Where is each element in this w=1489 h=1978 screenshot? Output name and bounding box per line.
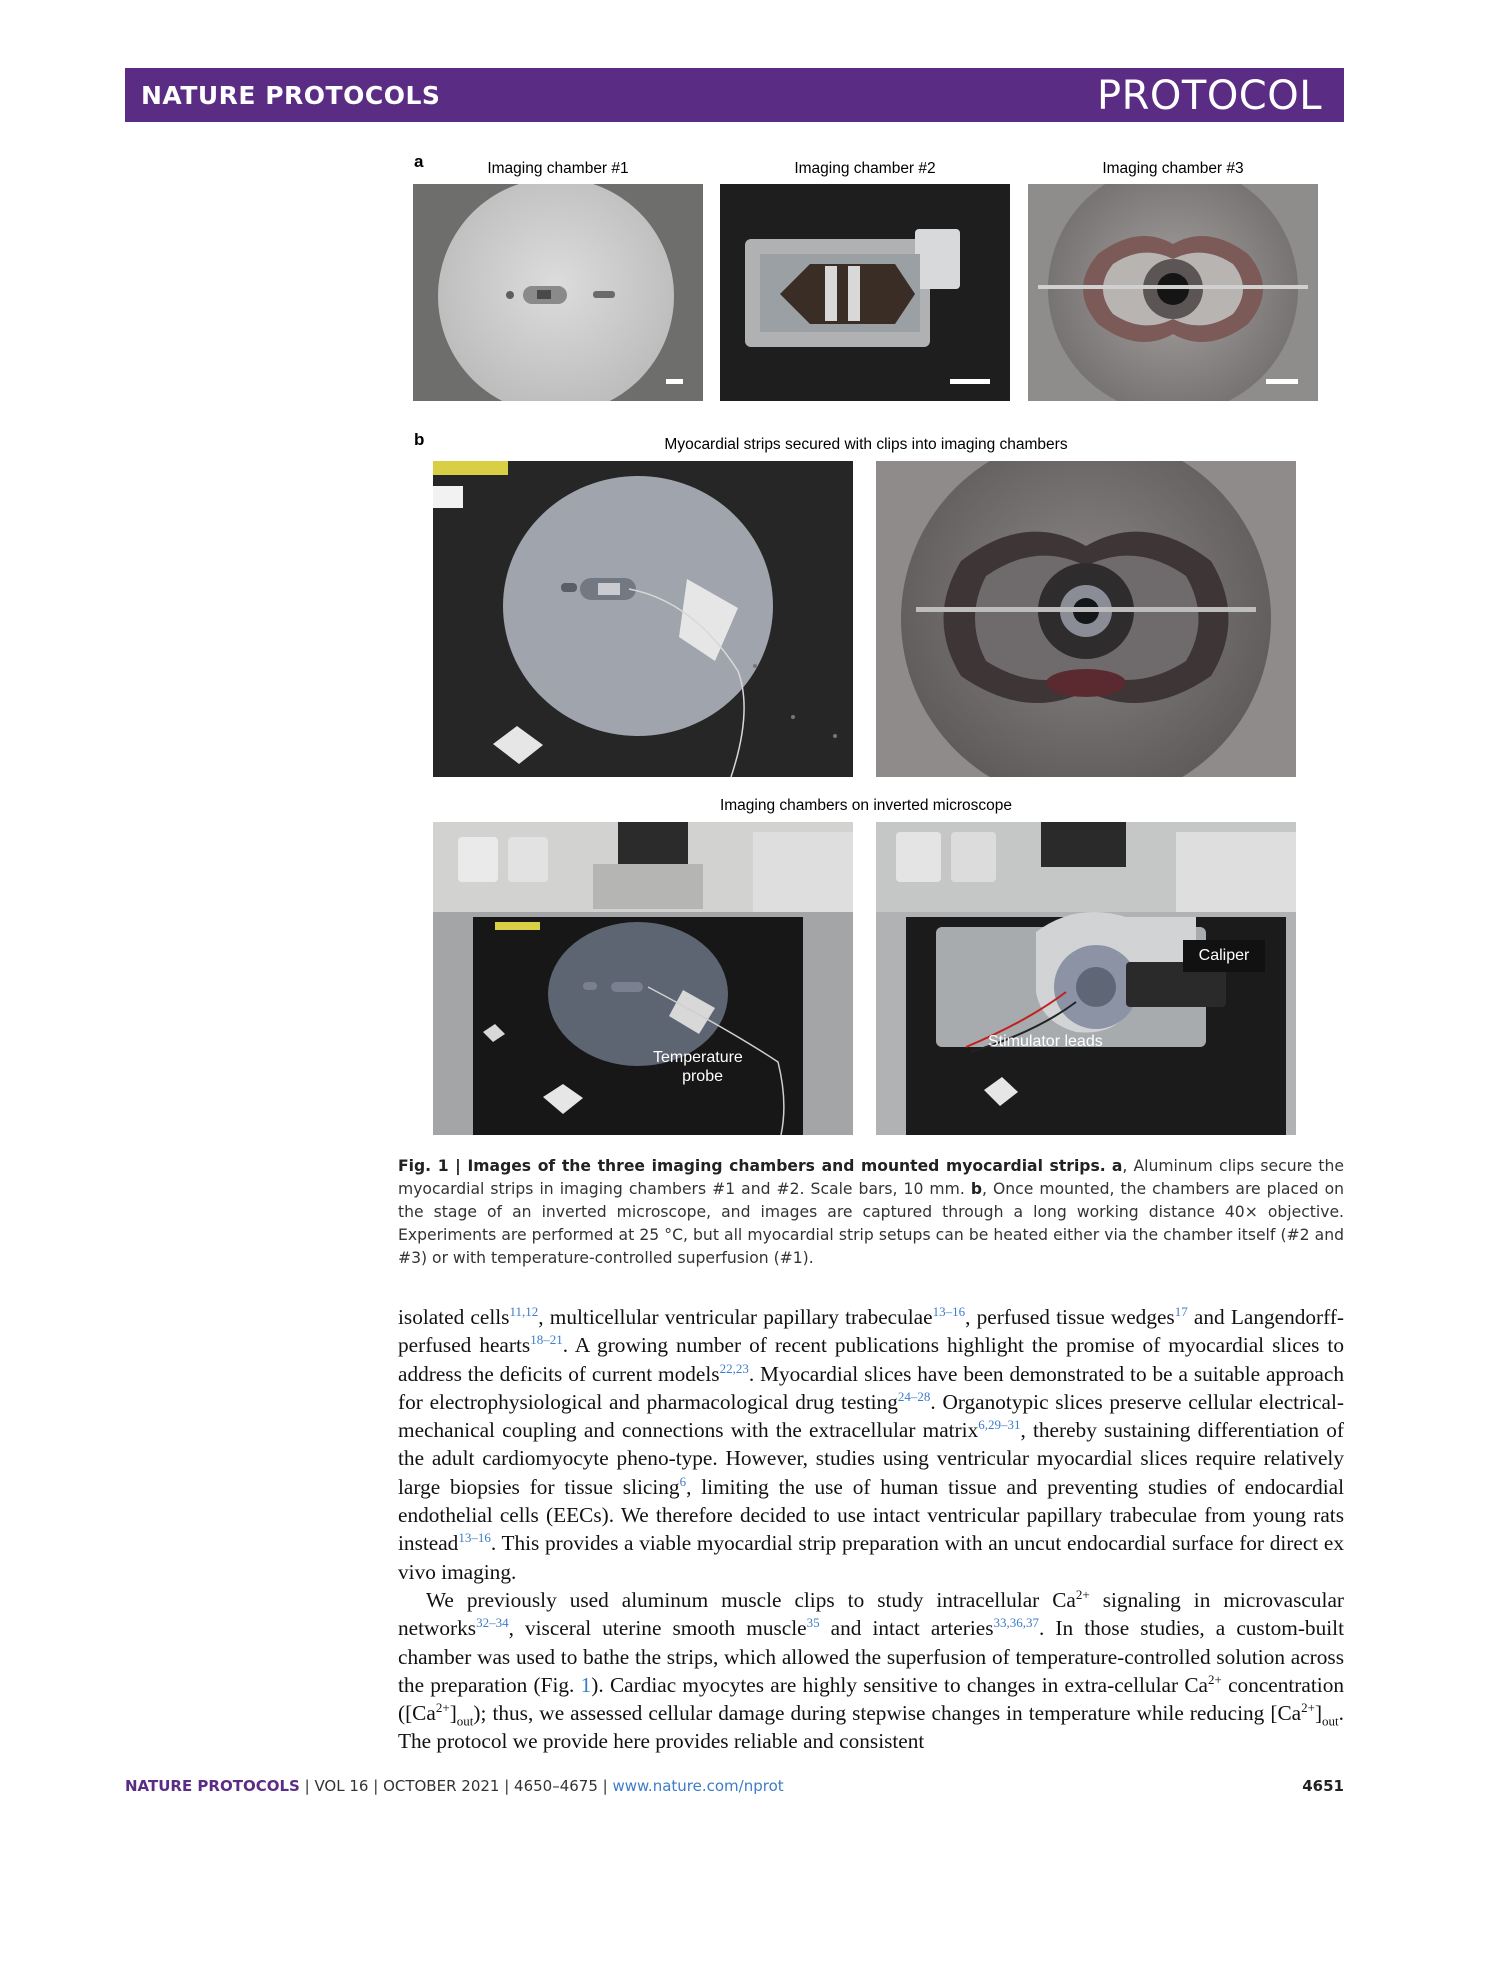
panel-a-letter: a xyxy=(414,152,424,171)
journal-name: NATURE PROTOCOLS xyxy=(141,81,441,110)
citation[interactable]: 11,12 xyxy=(509,1304,539,1319)
stimulator-leads-label: Stimulator leads xyxy=(988,1033,1103,1050)
citation[interactable]: 33,36,37 xyxy=(993,1615,1040,1631)
citation[interactable]: 35 xyxy=(806,1615,820,1631)
body-text xyxy=(398,1303,1344,1756)
citation[interactable]: 6 xyxy=(679,1473,687,1489)
citation[interactable]: 17 xyxy=(1174,1304,1188,1319)
temperature-probe-label: Temperature probe xyxy=(653,1049,743,1085)
footer-date: OCTOBER 2021 xyxy=(383,1777,500,1795)
scale-bar-3 xyxy=(1266,379,1298,384)
photo-chamber-1-with-strip xyxy=(433,461,853,777)
photo-chamber-3-with-strip xyxy=(876,461,1296,777)
citation[interactable]: 13–16 xyxy=(458,1530,491,1546)
journal-header-bar xyxy=(125,68,1344,122)
panel-b-title-bottom: Imaging chambers on inverted microscope xyxy=(719,797,1013,814)
citation[interactable]: 6,29–31 xyxy=(978,1417,1021,1433)
caption-a-text: , Aluminum clips secure the myocardial strips in imaging chambers #1 and #2. Scale bars, 10 mm. xyxy=(398,1157,1344,1198)
panel-a-title-3: Imaging chamber #3 xyxy=(1102,160,1244,177)
photo-imaging-chamber-2 xyxy=(720,184,1010,401)
paragraph-2: We previously used aluminum muscle clips to study intracellular $Ca^{2+}$ signaling in microvascular networks$^{32-34}$, visceral uterine smooth muscle$^{35}$ and intact arteries$^{33,36,37}$. In those studies, a custom-built chamber was used to bathe the strips, which allowed the superfusion of temperature-controlled solution across the preparation (Fig. 1). Cardiac myocytes are highly sensitive to changes in extra-cellular $Ca^{2+}$ concentration $([Ca^{2+}]_{out})$; thus, we assessed cellular damage during stepwise changes in temperature while reducing $[Ca^{2+}]_{out}$. The protocol we provide here provides reliable and consistent xyxy=(398,1586,1344,1754)
panel-b-title-top: Myocardial strips secured with clips into imaging chambers xyxy=(664,436,1068,453)
page-footer: NATURE PROTOCOLS | VOL 16 | OCTOBER 2021 | 4650–4675 | www.nature.com/nprot 4651 xyxy=(125,1777,1344,1795)
citation[interactable]: 24–28 xyxy=(897,1388,931,1404)
page-number: 4651 xyxy=(1302,1777,1344,1795)
citation[interactable]: 13–16 xyxy=(932,1304,966,1319)
panel-b-letter: b xyxy=(414,430,425,449)
photo-chamber-3-on-microscope xyxy=(876,822,1296,1135)
scale-bar-1 xyxy=(666,379,683,384)
citation[interactable]: 32–34 xyxy=(476,1615,509,1631)
caption-b-text: , Once mounted, the chambers are placed on the stage of an inverted microscope, and images are captured through a long working distance 40× objective. Experiments are performed at 25 °C, but all myocardial strip setups can be heated either via the chamber itself (#2 and #3) or with temperature-controlled superfusion (#1). xyxy=(398,1180,1344,1267)
footer-volume: VOL 16 xyxy=(314,1777,369,1795)
footer-journal: NATURE PROTOCOLS xyxy=(125,1777,300,1795)
caption-label: Fig. 1 | Images of the three imaging chambers and mounted myocardial strips. xyxy=(398,1157,1106,1175)
photo-imaging-chamber-3 xyxy=(1028,184,1318,401)
scale-bar-2 xyxy=(950,379,990,384)
citation[interactable]: 22,23 xyxy=(719,1360,749,1376)
photo-chamber-1-on-microscope xyxy=(433,822,853,1135)
citation[interactable]: 18–21 xyxy=(530,1332,563,1348)
photo-imaging-chamber-1 xyxy=(413,184,703,401)
paragraph-1: isolated cells$^{11,12}$, multicellular ventricular papillary trabeculae$^{13-16}$, perfused tissue wedges$^{17}$ and Langendorff-perfused hearts$^{18-21}$. A growing number of recent publications highlight the promise of myocardial slices to address the deficits of current models$^{22,23}$. Myocardial slices have been demonstrated to be a suitable approach for electrophysiological and pharmacological drug testing$^{24-28}$. Organotypic slices preserve cellular electrical-mechanical coupling and connections with the extracellular matrix$^{6,29-31}$, thereby sustaining differentiation of the adult cardiomyocyte pheno-type. However, studies using ventricular myocardial slices require relatively large biopsies for tissue slicing$^6$, limiting the use of human tissue and preventing studies of endocardial endothelial cells (EECs). We therefore decided to use intact ventricular papillary trabeculae from young rats instead$^{13-16}$. This provides a viable myocardial strip preparation with an uncut endocardial surface for direct ex vivo imaging. xyxy=(398,1304,1345,1584)
figure-caption xyxy=(398,1155,1344,1270)
footer-pages: 4650–4675 xyxy=(514,1777,598,1795)
caliper-label: Caliper xyxy=(1183,940,1265,972)
panel-a-title-1: Imaging chamber #1 xyxy=(487,160,629,177)
article-type: PROTOCOL xyxy=(1096,73,1322,119)
panel-a-title-2: Imaging chamber #2 xyxy=(794,160,936,177)
caption-b-letter: b xyxy=(970,1180,982,1198)
figure-reference-link[interactable]: 1 xyxy=(580,1672,592,1697)
footer-url-link[interactable]: www.nature.com/nprot xyxy=(612,1777,784,1795)
caption-a-letter: a xyxy=(1111,1157,1123,1175)
